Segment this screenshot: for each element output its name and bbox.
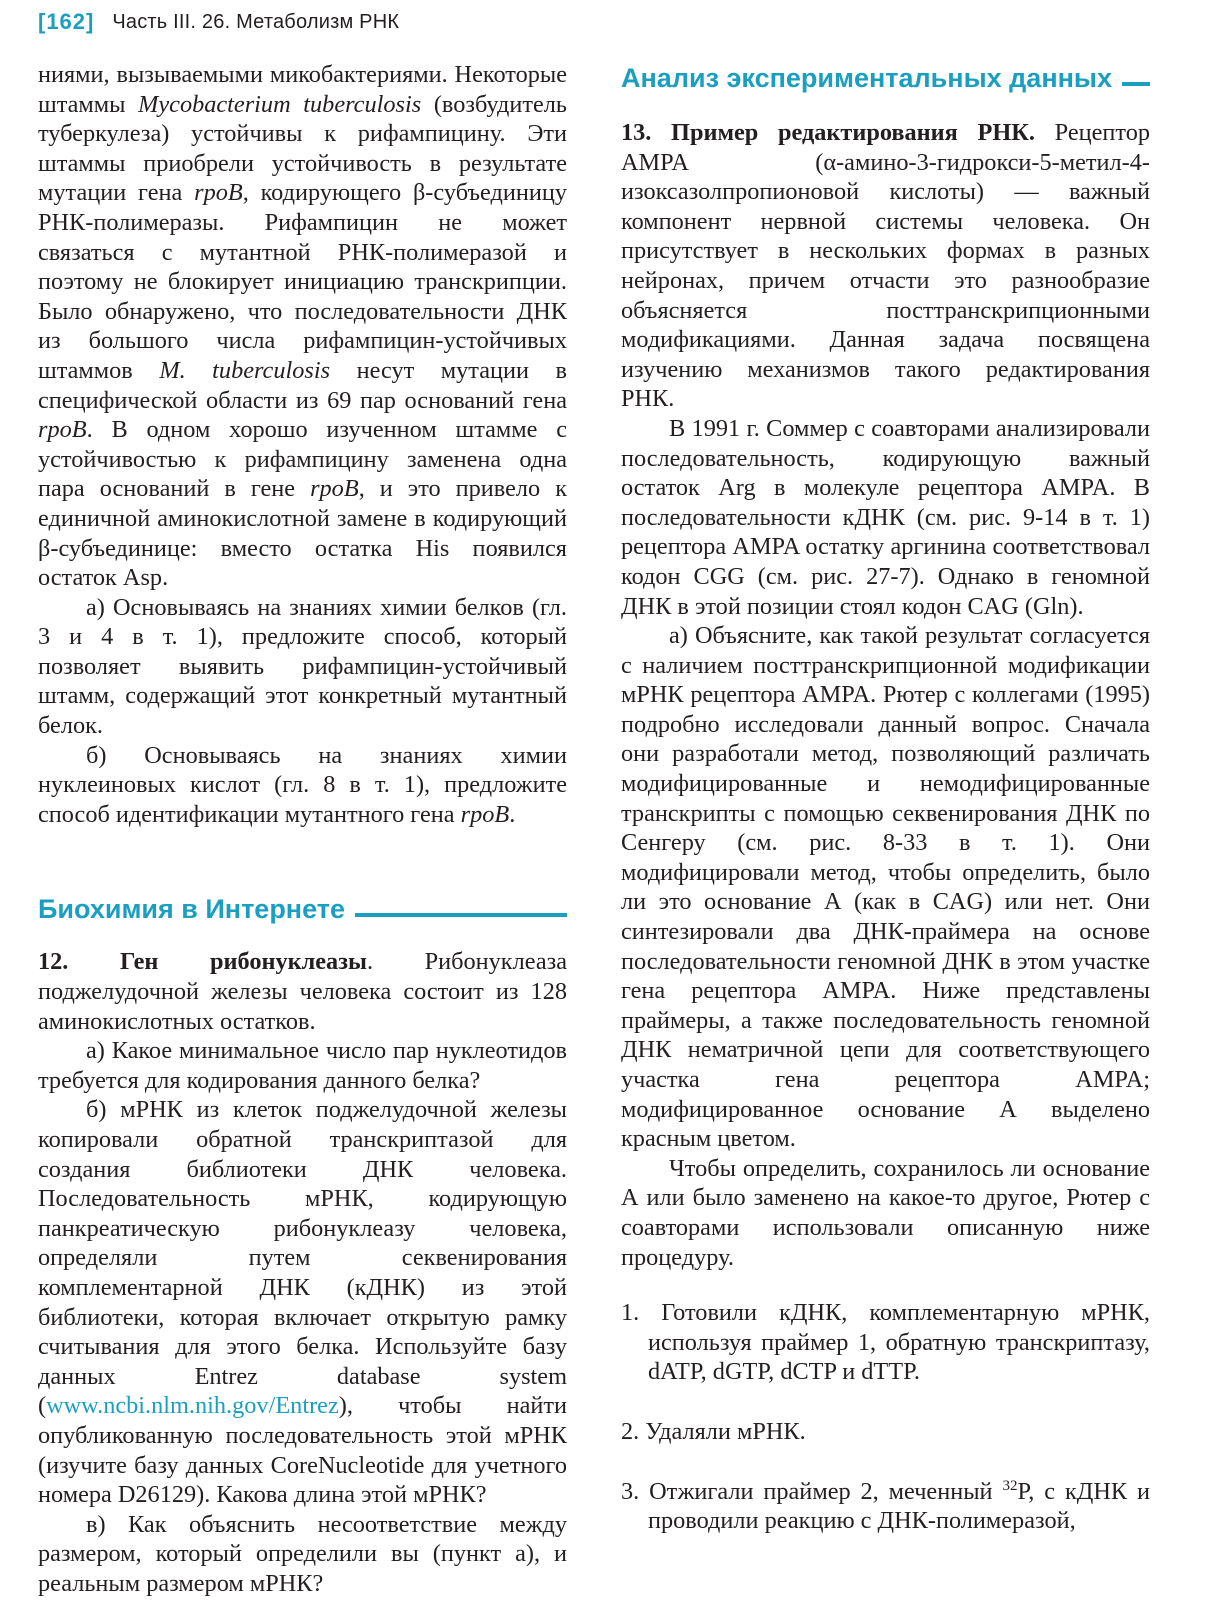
question-12-c: в) Как объяснить несоответствие между размером, который определили вы (пункт а), и реальным размером мРНК? [38, 1510, 567, 1597]
paragraph-procedure: Чтобы определить, сохранилось ли основание А или было заменено на какое-то другое, Рютер с соавторами использовали описанную ниже процедуру. [621, 1154, 1150, 1271]
entrez-link[interactable]: www.ncbi.nlm.nih.gov/Entrez [46, 1392, 339, 1420]
procedure-step: 2. Удаляли мРНК. [621, 1417, 806, 1445]
running-title: Часть III. 26. Метаболизм РНК [112, 10, 400, 33]
running-head [38, 4, 399, 40]
heading-rule [1122, 82, 1150, 86]
procedure-step: 1. Готовили кДНК, комплементарную мРНК, используя праймер 1, обратную транскриптазу, dATP, dGTP, dCTP и dTTP. [621, 1299, 1150, 1386]
heading-rule [355, 913, 567, 917]
page-number: [162] [38, 9, 95, 34]
question-12-b: б) мРНК из клеток поджелудочной железы копировали обратной транскриптазой для создания библиотеки ДНК человека. Последовательность мРНК, кодирующую панкреатическую рибонуклеазу человека, определяли путем секвенирования комплементарной ДНК (кДНК) из этой библиотеки, которая включает открытую рамку считывания для этого белка. Используйте базу данных Entrez database system (www.ncbi.nlm.nih.gov/Entrez), чтобы найти опубликованную последовательность этой мРНК (изучите базу данных CoreNucleotide для учетного номера D26129). Какова длина этой мРНК? [38, 1096, 567, 1509]
left-column [38, 60, 567, 1599]
question-part-b: б) Основываясь на знаниях химии нуклеиновых кислот (гл. 8 в т. 1), предложите способ идентификации мутантного гена rpoB. [38, 741, 567, 828]
question-12-a: а) Какое минимальное число пар нуклеотидов требуется для кодирования данного белка? [38, 1037, 567, 1094]
paragraph-sommer: В 1991 г. Соммер с соавторами анализировали последовательность, кодирующую важный остаток Arg в молекуле рецептора AMPA. В последовательности кДНК (см. рис. 9-14 в т. 1) рецептора AMPA остатку аргинина соответствовал кодон CGG (см. рис. 27-7). Однако в геномной ДНК в этой позиции стоял кодон CAG (Gln). [621, 414, 1150, 620]
right-column [621, 60, 1150, 1536]
question-part-a: а) Основываясь на знаниях химии белков (гл. 3 и 4 в т. 1), предложите способ, который позволяет выявить рифампицин-устойчивый штамм, содержащий этот конкретный мутантный белок. [38, 593, 567, 740]
procedure-steps [621, 1298, 1150, 1536]
question-13-a: а) Объясните, как такой результат согласуется с наличием посттранскрипционной модификации мРНК рецептора AMPA. Рютер с коллегами (1995) подробно исследовали данный вопрос. Сначала они разработали метод, позволяющий различать модифицированные и немодифицированные транскрипты с помощью секвенирования ДНК по Сенгеру (см. рис. 8-33 в т. 1). Они модифицировали метод, чтобы определить, было ли это основание А (как в CAG) или нет. Они синтезировали два ДНК-праймера на основе последовательности геномной ДНК в этом участке гена рецептора AMPA. Ниже представлены праймеры, а также последовательность геномной ДНК нематричной цепи для соответствующего участка гена рецептора AMPA; модифицированное основание А выделено красным цветом. [621, 622, 1150, 1153]
question-13: 13. Пример редактирования РНК. Рецептор AMPA (α-амино-3-гидрокси-5-метил-4-изоксазолпропионовой кислоты) — важный компонент нервной системы человека. Он присутствует в нескольких формах в разных нейронах, причем отчасти это разнообразие объясняется посттранскрипционными модификациями. Данная задача посвящена изучению механизмов такого редактирования РНК. [621, 119, 1151, 413]
section-heading-internet: Биохимия в Интернете [38, 891, 567, 927]
question-12: 12. Ген рибонуклеазы. Рибонуклеаза поджелудочной железы человека состоит из 128 аминокислотных остатков. [38, 948, 567, 1035]
paragraph-rifampicin: ниями, вызываемыми микобактериями. Некоторые штаммы Mycobacterium tuberculosis (возбудитель туберкулеза) устойчивы к рифампицину. Эти штаммы приобрели устойчивость в результате мутации гена rpoB, кодирующего β-субъединицу РНК-полимеразы. Рифампицин не может связаться с мутантной РНК-полимеразой и поэтому не блокирует инициацию транскрипции. Было обнаружено, что последовательности ДНК из большого числа рифампицин-устойчивых штаммов M. tuberculosis несут мутации в специфической области из 69 пар оснований гена rpoB. В одном хорошо изученном штамме с устойчивостью к рифампицину заменена одна пара оснований в гене rpoB, и это привело к единичной аминокислотной замене в кодирующий β-субъединице: вместо остатка His появился остаток Asp. [38, 61, 568, 592]
procedure-step: 3. Отжигали праймер 2, меченный $^{32}$P, с кДНК и проводили реакцию с ДНК-полимеразой, [621, 1477, 1150, 1535]
section-heading-experimental: Анализ экспериментальных данных [621, 60, 1150, 96]
